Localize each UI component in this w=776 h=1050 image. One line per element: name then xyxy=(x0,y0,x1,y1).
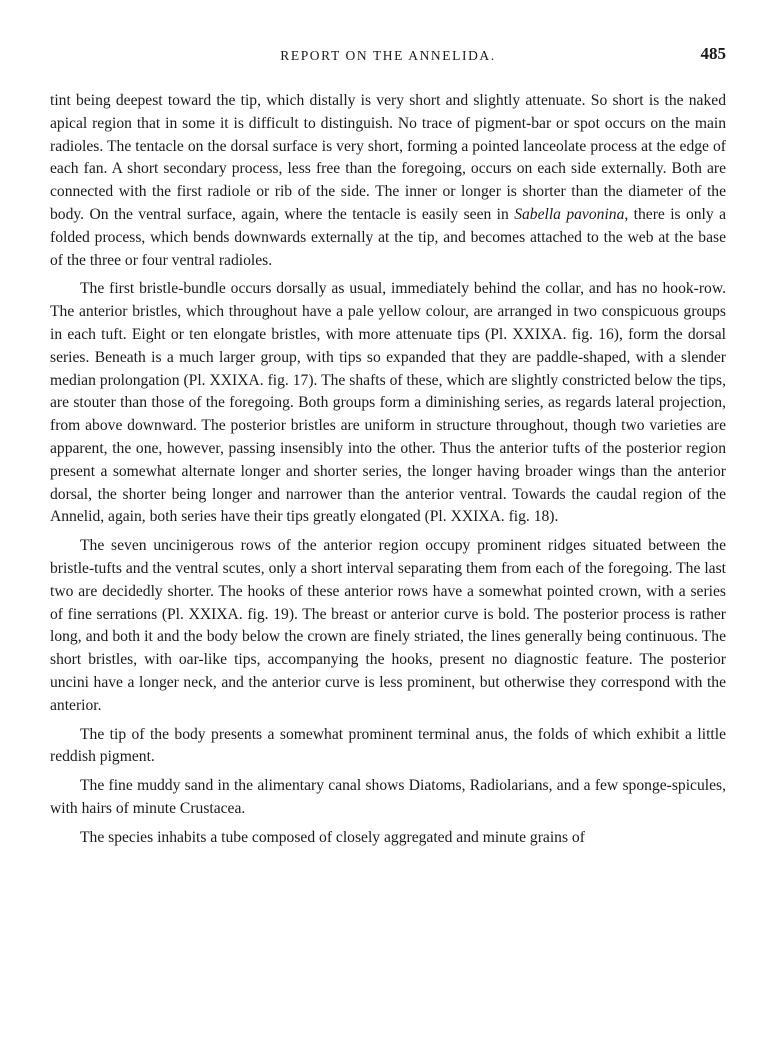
text-run: The seven uncinigerous rows of the anterior region occupy prominent ridges situated between the bristle-tufts and the ventral scutes, only a short interval separating them from each of the foregoing. The last two are decidedly shorter. The hooks of these anterior rows have a somewhat pointed crown, with a series of fine serrations (Pl. XXIXA. fig. 19). The breast or anterior curve is bold. The posterior process is rather long, and both it and the body below the crown are finely striated, the lines generally being continuous. The short bristles, with oar-like tips, accompanying the hooks, present no diagnostic feature. The posterior uncini have a longer neck, and the anterior curve is less prominent, but otherwise they correspond with the anterior. xyxy=(50,537,726,714)
text-run: The first bristle-bundle occurs dorsally as usual, immediately behind the collar, and has no hook-row. The anterior bristles, which throughout have a pale yellow colour, are arranged in two conspicuous groups in each tuft. Eight or ten elongate bristles, with more attenuate tips (Pl. XXIXA. fig. 16), form the dorsal series. Beneath is a much larger group, with tips so expanded that they are paddle-shaped, with a slender median prolongation (Pl. XXIXA. fig. 17). The shafts of these, which are slightly constricted below the tips, are stouter than those of the foregoing. Both groups form a diminishing series, as regards lateral projection, from above downward. The posterior bristles are uniform in structure throughout, though two varieties are apparent, the one, however, passing insensibly into the other. Thus the anterior tufts of the posterior region present a somewhat alternate longer and shorter series, the longer having broader wings than the anterior dorsal, the shorter being longer and narrower than the anterior ventral. Towards the caudal region of the Annelid, again, both series have their tips greatly elongated (Pl. XXIXA. fig. 18). xyxy=(50,280,726,526)
running-header xyxy=(50,44,726,68)
text-run: The fine muddy sand in the alimentary canal shows Diatoms, Radiolarians, and a few sponge-spicules, with hairs of minute Crustacea. xyxy=(50,777,726,817)
paragraph xyxy=(50,827,726,850)
text-run: The species inhabits a tube composed of closely aggregated and minute grains of xyxy=(80,828,585,846)
page xyxy=(50,0,726,1050)
text-run: tint being deepest toward the tip, which distally is very short and slightly attenuate. So short is the naked apical region that in some it is difficult to distinguish. No trace of pigment-bar or spot occurs on the main radioles. The tentacle on the dorsal surface is very short, forming a pointed lanceolate process at the edge of each fan. A short secondary process, less free than the foregoing, occurs on each side externally. Both are connected with the first radiole or rib of the side. The inner or longer is shorter than the diameter of the body. On the ventral surface, again, where the tentacle is easily seen in xyxy=(50,92,726,223)
page-number: 485 xyxy=(700,44,726,63)
italic-species-name: Sabella pavonina xyxy=(514,205,625,223)
paragraph xyxy=(50,90,726,272)
paragraph xyxy=(50,775,726,821)
text-run: , there is only a folded process, which bends downwards externally at the tip, and becomes attached to the web at the base of the three or four ventral radioles. xyxy=(50,205,726,269)
paragraph xyxy=(50,724,726,770)
running-title: REPORT ON THE ANNELIDA. xyxy=(280,48,496,63)
paragraph xyxy=(50,535,726,717)
text-run: The tip of the body presents a somewhat prominent terminal anus, the folds of which exhibit a little reddish pigment. xyxy=(50,725,726,766)
body-text xyxy=(50,90,726,850)
paragraph xyxy=(50,278,726,529)
